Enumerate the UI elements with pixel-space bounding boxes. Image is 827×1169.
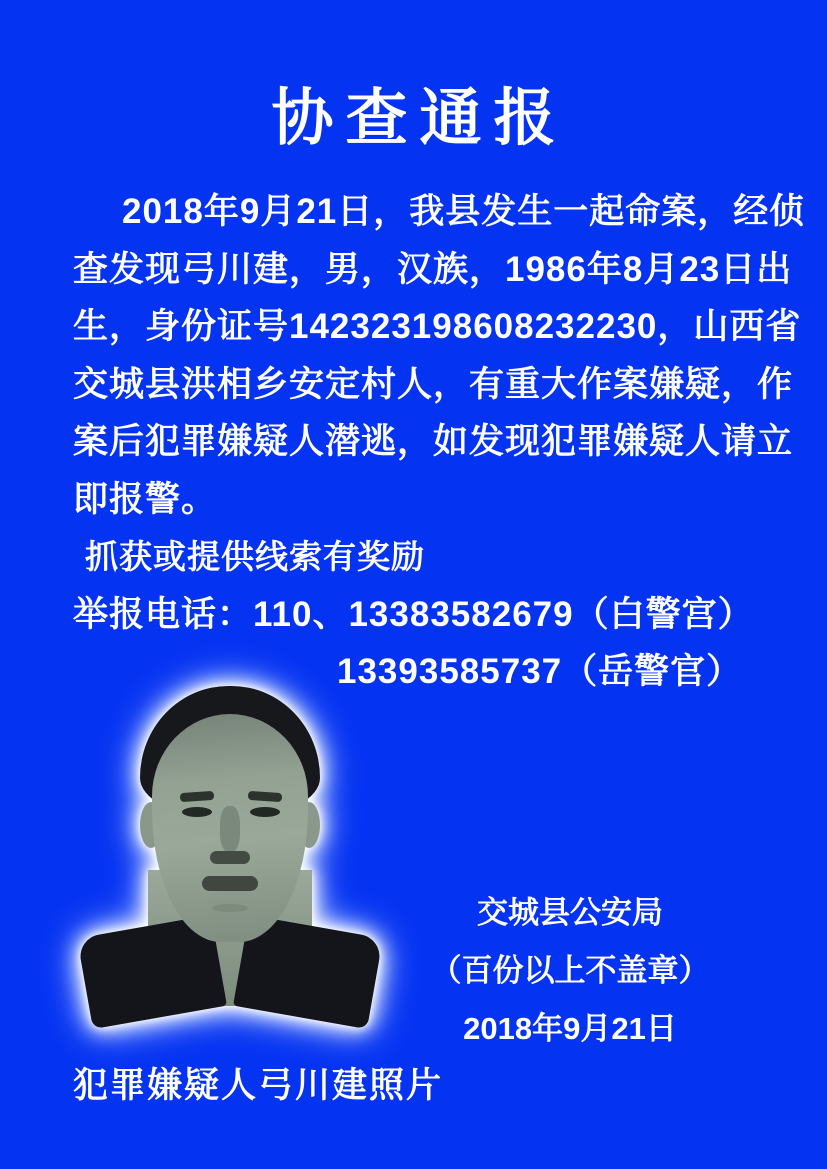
photo-eye-left <box>182 807 212 817</box>
body-line: 生，身份证号142323198608232230，山西省 <box>73 307 802 346</box>
poster-body <box>73 183 806 701</box>
suspect-photo <box>88 680 372 1010</box>
signature-agency: 交城县公安局 <box>477 895 663 930</box>
photo-mouth <box>202 876 258 891</box>
body-line: 2018年9月21日，我县发生一起命案，经侦 <box>122 192 806 231</box>
body-line: 案后犯罪嫌疑人潜逃，如发现犯罪嫌疑人请立 <box>73 422 794 461</box>
body-line: 查发现弓川建，男，汉族，1986年8月23日出 <box>73 249 793 289</box>
signature-note: （百份以上不盖章） <box>430 953 710 988</box>
photo-eye-right <box>250 807 280 817</box>
hotline-line-1: 举报电话：110、13383582679（白警宫） <box>73 594 754 634</box>
photo-caption: 犯罪嫌疑人弓川建照片 <box>73 1066 444 1105</box>
body-line: 即报警。 <box>73 479 218 519</box>
photo-nostrils <box>210 851 250 864</box>
body-line: 交城县洪相乡安定村人，有重大作案嫌疑，作 <box>73 364 794 404</box>
signature-date: 2018年9月21日 <box>463 1011 677 1046</box>
hotline-line-2: 13393585737（岳警官） <box>337 652 743 691</box>
reward-line: 抓获或提供线索有奖励 <box>85 538 425 575</box>
photo-nose <box>220 806 240 852</box>
signature-block <box>405 884 735 1058</box>
photo-chin-crease <box>212 904 248 912</box>
suspect-photo-figure <box>88 680 372 1010</box>
poster-title: 协查通报 <box>271 84 568 153</box>
